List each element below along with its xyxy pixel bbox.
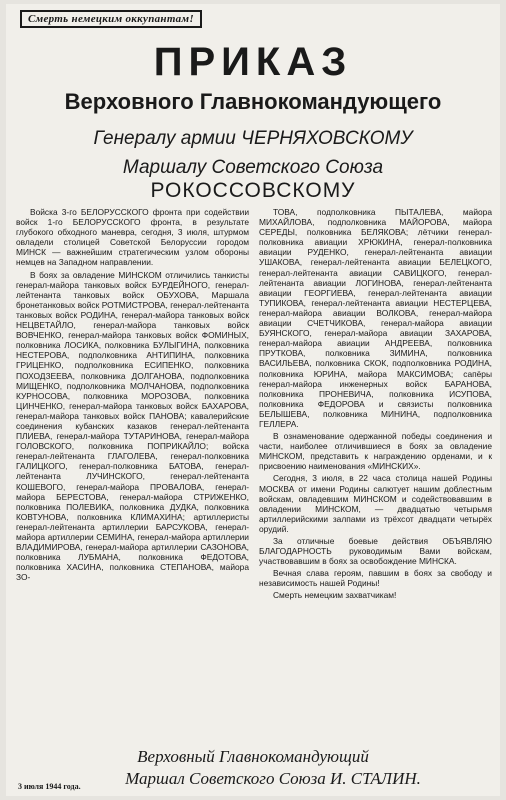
body-columns bbox=[16, 207, 492, 752]
document-title: ПРИКАЗ bbox=[153, 40, 353, 84]
document-sheet bbox=[6, 4, 500, 796]
addressee-line-2: Маршалу Советского Союза bbox=[122, 157, 384, 178]
addressee-line-1: Генералу армии ЧЕРНЯХОВСКОМУ bbox=[93, 128, 413, 149]
column-right bbox=[259, 207, 492, 752]
right-paragraph: ТОВА, подполковника ПЫТАЛЕВА, майора МИХАЙЛОВА, подполковника МАЙОРОВА, майора СЕРЕДЫ, полковника БЕЛЯКОВА; лётчики генерал-полковника авиации ХРЮКИНА, генерал-полковника авиации РУДЕНКО, генерал-лейтенанта авиации УШАКОВА, генерал-лейтенанта авиации БЕЛЕЦКОГО, генерал-лейтенанта авиации САВИЦКОГО, генерал-лейтенанта авиации ЛОГИНОВА, генерал-лейтенанта авиации ГЕОРГИЕВА, генерал-лейтенанта авиации ТУПИКОВА, генерал-лейтенанта авиации НЕСТЕРЦЕВА, генерал-майора авиации ВОЛКОВА, генерал-майора авиации СЧЕТЧИКОВА, генерал-майора авиации БУЯНСКОГО, генерал-майора авиации ЗАХАРОВА, генерал-майора авиации АНДРЕЕВА, полковника ПРУТКОВА, полковника ЗИМИНА, полковника ВАСИЛЬЕВА, полковника СКОК, подполковника РОДИНА, полковника ЮРИНА, майора МАКСИМОВА; сапёры генерал-майора инженерных войск БАРАНОВА, полковника ПРОНЕВИЧА, полковника ИСУПОВА, полковника ФЕДОРОВА и связисты полковника БЕЛЫШЕВА, полковника МИНИНА, подполковника ГЕЛЛЕРА. bbox=[259, 207, 492, 429]
right-paragraph: Смерть немецким захватчикам! bbox=[273, 590, 397, 601]
document-subtitle: Верховного Главнокомандующего bbox=[64, 89, 442, 114]
document-date: 3 июля 1944 года. bbox=[18, 782, 81, 791]
left-paragraph: В боях за овладение МИНСКОМ отличились танкисты генерал-майора танковых войск БУРДЕЙНОГО, генерал-лейтенанта танковых войск ОБУХОВА, Маршала бронетанковых войск РОТМИСТРОВА, генерал-лейтенанта танковых войск РОДИНА, генерал-майора танковых войск НЕЦВЕТАЙЛО, генерал-майора танковых войск ВОВЧЕНКО, генерал-майора танковых войск ФОМИНЫХ, полковника ЛОСИКА, полковника БУЛЫГИНА, полковника НЕСТЕРОВА, подполковника АНТИПИНА, полковника ГРИЦЕНКО, подполковника ЕСИПЕНКО, полковника ПОХОДЗЕЕВА, полковника ДОЛГАНОВА, подполковника МИЩЕНКО, подполковника МОЛЧАНОВА, подполковника КУРНОСОВА, полковника МОРОЗОВА, полковника ЦИНЧЕНКО, генерал-майора танковых войск БАХАРОВА, генерал-майора танковых войск ПАНОВА; кавалерийские соединения кубанских казаков генерал-лейтенанта ПЛИЕВА, генерал-майора ТУТАРИНОВА, генерал-майора ГОЛОВСКОГО, полковника ПОПРИКАЙЛО; войска генерал-лейтенанта ГЛАГОЛЕВА, генерал-полковника ГАЛИЦКОГО, генерал-полковника БАТОВА, генерал-лейтенанта ЛУЧИНСКОГО, генерал-лейтенанта КОШЕВОГО, генерал-майора ПРОВАЛОВА, генерал-майора БЕРЕСТОВА, генерал-майора СТРИЖЕНКО, полковника ПОЛЕВИКА, полковника ДУДКА, полковника КОВТУНОВА, полковника КЛИМАХИНА; артиллеристы генерал-лейтенанта артиллерии БАРСУКОВА, генерал-майора артиллерии СЕМИНА, генерал-майора артиллерии ВЛАДИМИРОВА, генерал-майора артиллерии САЗОНОВА, полковника ЛУБМАНА, полковника ФЕДОТОВА, полковника ХАСИНА, полковника СТЕПАНОВА, майора ЗО- bbox=[16, 269, 249, 583]
right-paragraph: Сегодня, 3 июля, в 22 часа столица нашей Родины МОСКВА от имени Родины салютует нашим доблестным войскам, овладевшим МИНСКОМ и содействовавшим в овладении МИНСКОМ, — двадцатью четырьмя артиллерийскими залпами из трёхсот двадцати четырёх орудий. bbox=[259, 473, 492, 534]
top-slogan: Смерть немецким оккупантам! bbox=[20, 10, 202, 28]
column-left bbox=[16, 207, 249, 752]
signature-name: Маршал Советского Союза И. СТАЛИН. bbox=[125, 769, 421, 788]
addressee-line-3: РОКОССОВСКОМУ bbox=[150, 179, 356, 202]
right-paragraph: Вечная слава героям, павшим в боях за свободу и независимость нашей Родины! bbox=[259, 568, 492, 589]
left-paragraph: Войска 3-го БЕЛОРУССКОГО фронта при содействии войск 1-го БЕЛОРУССКОГО фронта, в результате глубокого обходного маневра, сегодня, 3 июля, штурмом овладели столицей Советской Белоруссии городом МИНСК — важнейшим стратегическим узлом обороны немцев на Западном направлении. bbox=[16, 207, 249, 268]
right-paragraph: За отличные боевые действия ОБЪЯВЛЯЮ БЛАГОДАРНОСТЬ руководимым Вами войскам, участвовавшим в боях за освобождение МИНСКА. bbox=[259, 536, 492, 567]
signature-title: Верховный Главнокомандующий bbox=[137, 747, 369, 766]
right-paragraph: В ознаменование одержанной победы соединения и части, наиболее отличившиеся в боях за овладение МИНСКОМ, представить к награждению орденами, и к присвоению наименования «МИНСКИХ». bbox=[259, 431, 492, 472]
